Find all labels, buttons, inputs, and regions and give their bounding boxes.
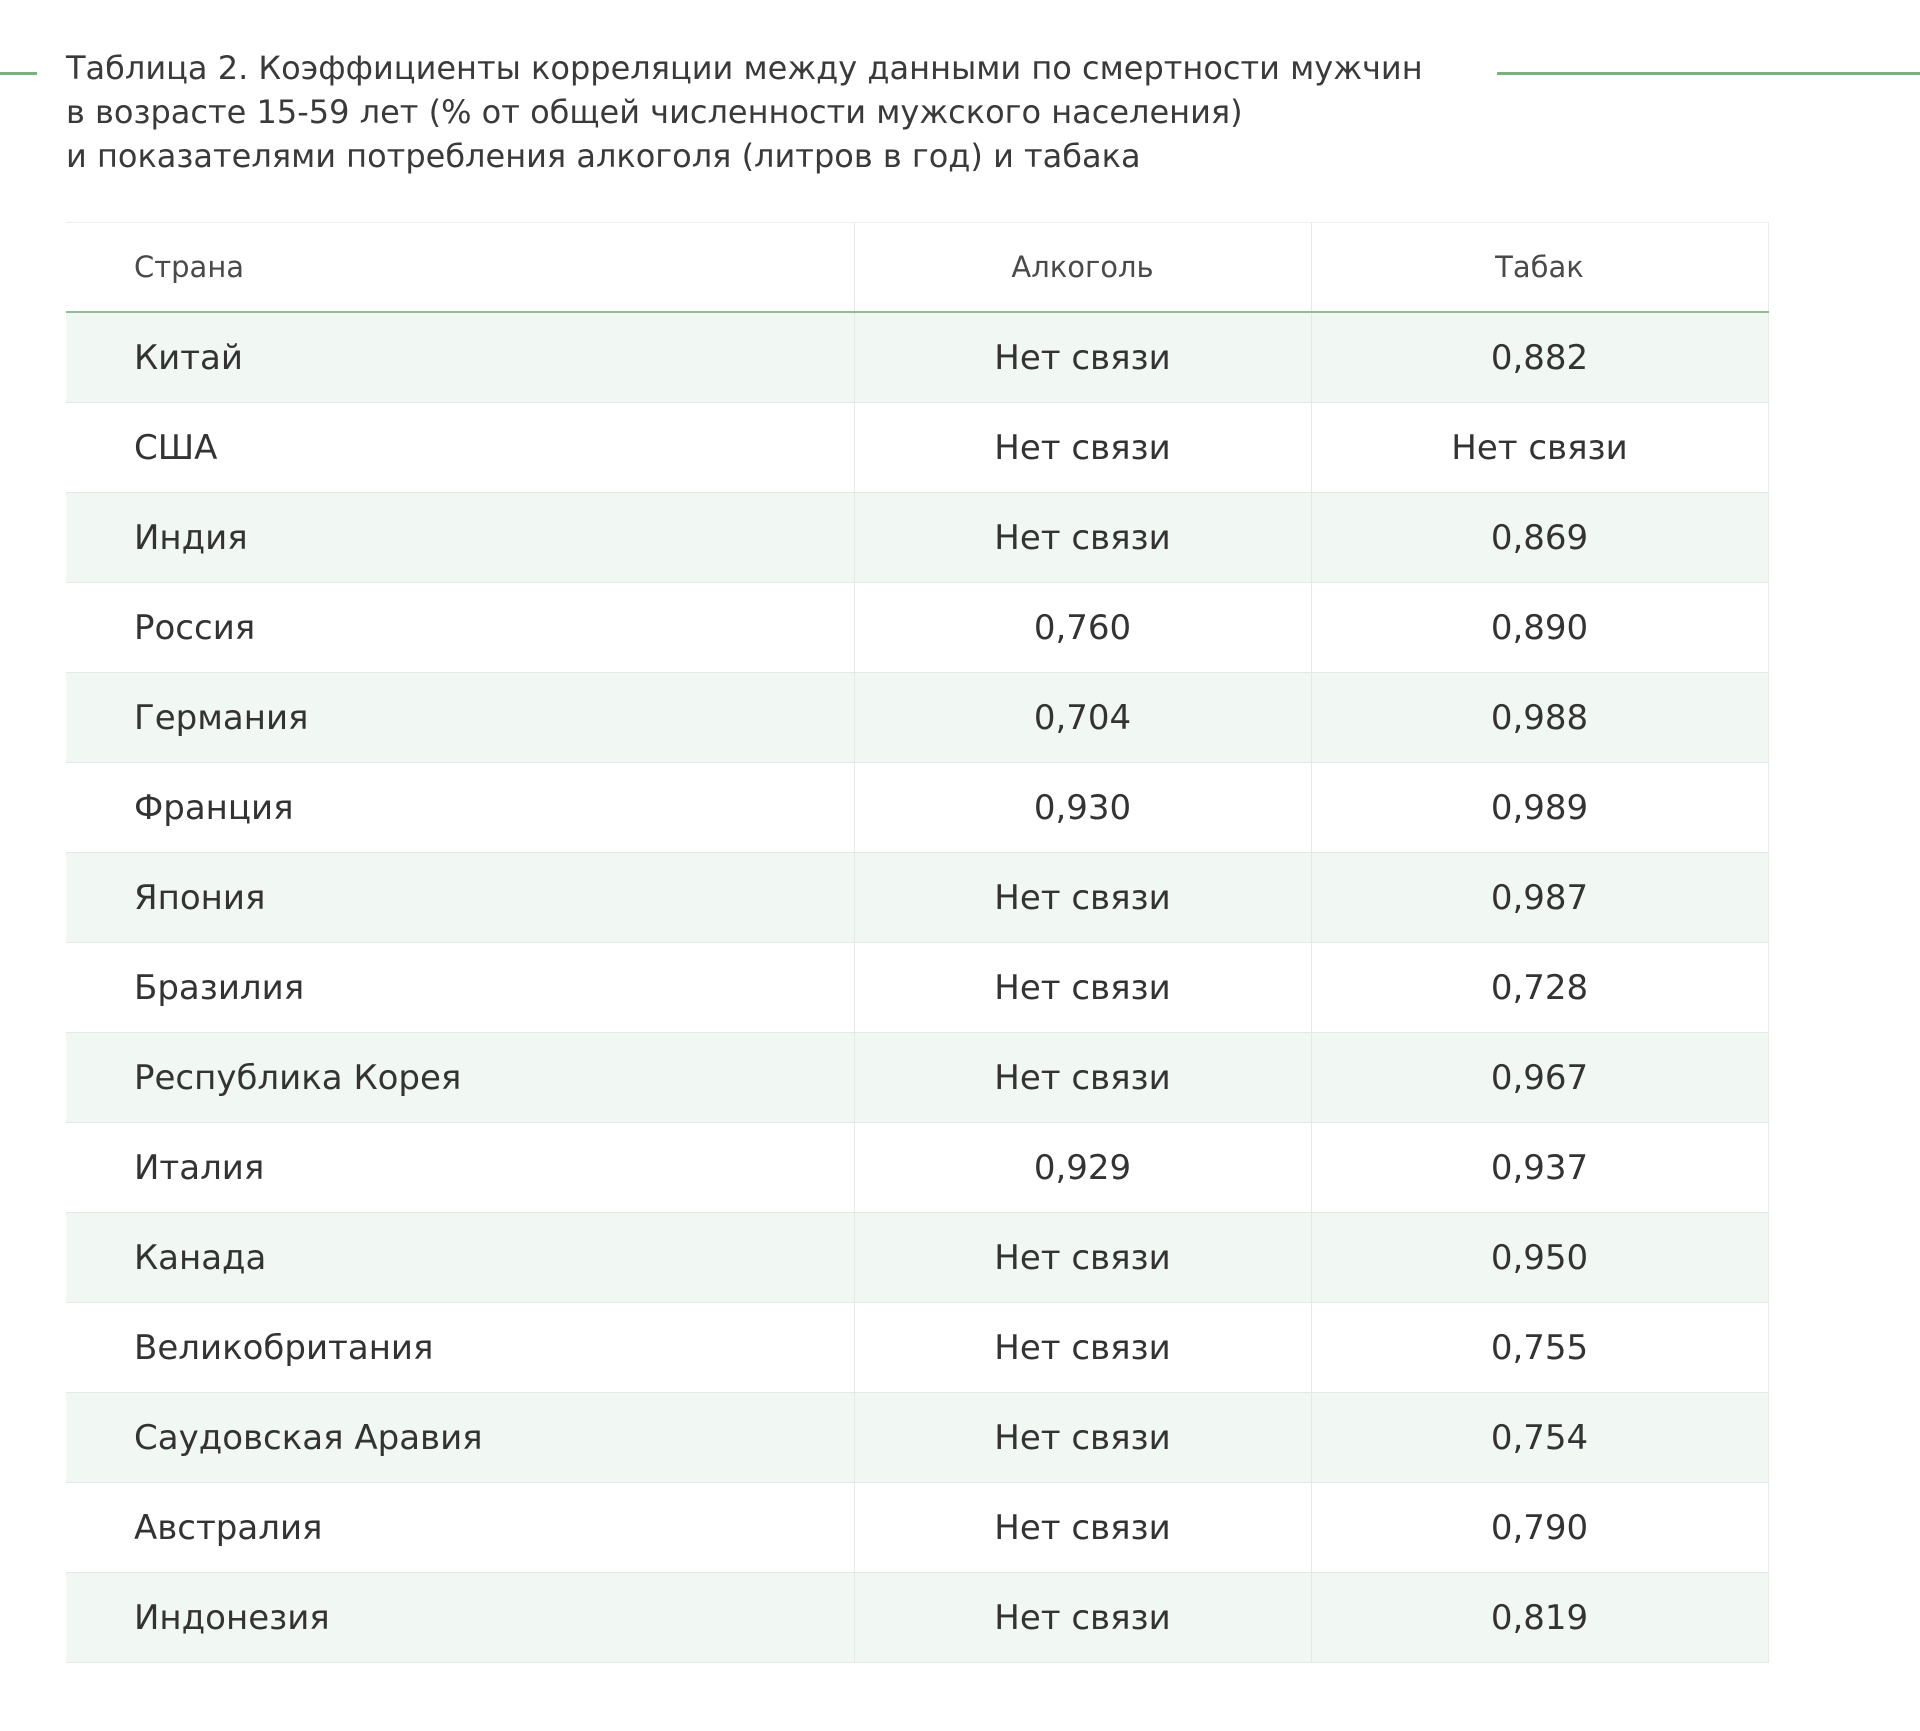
cell-alcohol: Нет связи	[854, 493, 1311, 583]
cell-country: Индия	[66, 493, 854, 583]
table-row	[66, 1213, 1768, 1303]
table-row	[66, 853, 1768, 943]
cell-alcohol: 0,929	[854, 1123, 1311, 1213]
title-line-1: Таблица 2. Коэффициенты корреляции между данными по смертности мужчин	[66, 49, 1423, 87]
cell-country: Республика Корея	[66, 1033, 854, 1123]
accent-line-left	[0, 72, 37, 75]
cell-tobacco: 0,950	[1311, 1213, 1768, 1303]
cell-alcohol: Нет связи	[854, 1033, 1311, 1123]
cell-tobacco: 0,989	[1311, 763, 1768, 853]
cell-country: Великобритания	[66, 1303, 854, 1393]
cell-alcohol: 0,930	[854, 763, 1311, 853]
cell-country: Германия	[66, 673, 854, 763]
cell-tobacco: 0,754	[1311, 1393, 1768, 1483]
cell-alcohol: Нет связи	[854, 403, 1311, 493]
cell-country: Япония	[66, 853, 854, 943]
cell-alcohol: Нет связи	[854, 943, 1311, 1033]
table-title	[66, 46, 1486, 178]
cell-alcohol: Нет связи	[854, 1393, 1311, 1483]
table-header	[66, 223, 1768, 313]
cell-country: Бразилия	[66, 943, 854, 1033]
cell-tobacco: 0,987	[1311, 853, 1768, 943]
table-row	[66, 1573, 1768, 1663]
table-row	[66, 673, 1768, 763]
cell-country: Индонезия	[66, 1573, 854, 1663]
cell-tobacco: 0,882	[1311, 312, 1768, 403]
table-row	[66, 1303, 1768, 1393]
cell-tobacco: 0,967	[1311, 1033, 1768, 1123]
table-row	[66, 1033, 1768, 1123]
cell-country: Россия	[66, 583, 854, 673]
table-row	[66, 943, 1768, 1033]
cell-alcohol: Нет связи	[854, 312, 1311, 403]
header-tobacco: Табак	[1311, 223, 1768, 313]
header-country: Страна	[66, 223, 854, 313]
table-row	[66, 312, 1768, 403]
cell-tobacco: 0,890	[1311, 583, 1768, 673]
cell-country: Франция	[66, 763, 854, 853]
cell-tobacco: Нет связи	[1311, 403, 1768, 493]
correlation-table	[66, 222, 1769, 1663]
cell-tobacco: 0,937	[1311, 1123, 1768, 1213]
cell-alcohol: Нет связи	[854, 1573, 1311, 1663]
table-body	[66, 312, 1768, 1663]
cell-alcohol: 0,760	[854, 583, 1311, 673]
cell-alcohol: Нет связи	[854, 1303, 1311, 1393]
cell-tobacco: 0,790	[1311, 1483, 1768, 1573]
cell-country: Китай	[66, 312, 854, 403]
cell-country: Канада	[66, 1213, 854, 1303]
header-alcohol: Алкоголь	[854, 223, 1311, 313]
table-row	[66, 403, 1768, 493]
table-row	[66, 1393, 1768, 1483]
cell-tobacco: 0,819	[1311, 1573, 1768, 1663]
table-row	[66, 763, 1768, 853]
cell-alcohol: Нет связи	[854, 1483, 1311, 1573]
cell-tobacco: 0,728	[1311, 943, 1768, 1033]
table-row	[66, 1483, 1768, 1573]
cell-country: Австралия	[66, 1483, 854, 1573]
title-line-2: в возрасте 15-59 лет (% от общей численности мужского населения)	[66, 93, 1243, 131]
table-row	[66, 583, 1768, 673]
accent-line-right	[1497, 72, 1920, 75]
cell-tobacco: 0,869	[1311, 493, 1768, 583]
cell-alcohol: Нет связи	[854, 1213, 1311, 1303]
cell-tobacco: 0,755	[1311, 1303, 1768, 1393]
cell-tobacco: 0,988	[1311, 673, 1768, 763]
cell-country: Италия	[66, 1123, 854, 1213]
table-row	[66, 1123, 1768, 1213]
title-line-3: и показателями потребления алкоголя (литров в год) и табака	[66, 137, 1141, 175]
cell-country: Саудовская Аравия	[66, 1393, 854, 1483]
header-row	[66, 223, 1768, 313]
cell-alcohol: 0,704	[854, 673, 1311, 763]
table-row	[66, 493, 1768, 583]
cell-country: США	[66, 403, 854, 493]
cell-alcohol: Нет связи	[854, 853, 1311, 943]
